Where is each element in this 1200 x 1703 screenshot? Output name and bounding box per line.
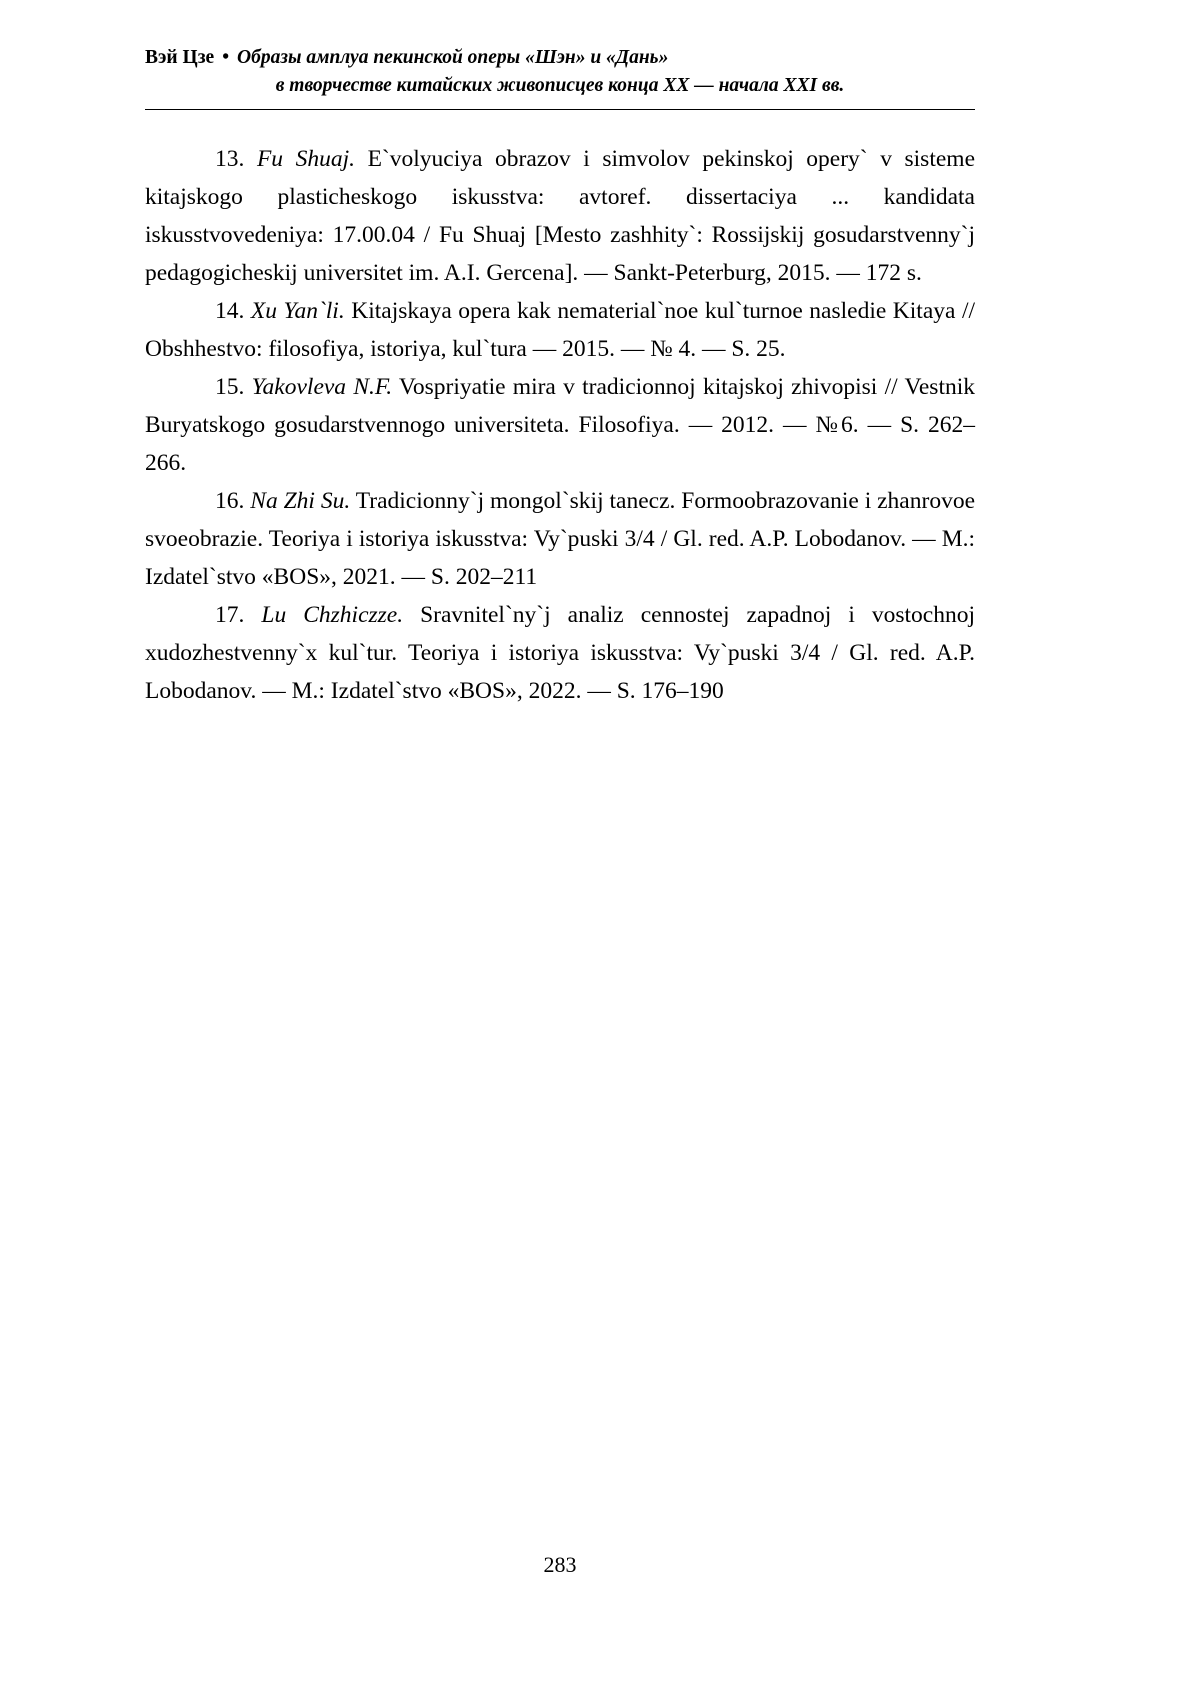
reference-text: Sravnitel`ny`j analiz cennostej zapadnoj i vostochnoj xudozhestvenny`x kul`tur. Teoriya i istoriya iskusstva: Vy`puski 3/4 / Gl. red. A.P. Lobodanov. — M.: Izdatel`stvo «BOS», 2022. — S. 176–190 [145, 602, 975, 705]
reference-text: Tradicionny`j mongol`skij tanecz. Formoobrazovanie i zhanrovoe svoeobrazie. Teoriya i istoriya iskusstva: Vy`puski 3/4 / Gl. red. A.P. Lobodanov. — M.: Izdatel`stvo «BOS», 2021. — S. 202–211 [145, 488, 975, 591]
header-separator-dot: • [222, 47, 230, 68]
reference-author: Lu Chzhiczze. [261, 602, 404, 629]
header-rule [145, 109, 975, 110]
header-title-line2: в творчестве китайских живописцев конца XX — начала XXI вв. [275, 75, 845, 97]
reference-number: 16. [215, 488, 245, 515]
reference-author: Xu Yan`li. [250, 297, 345, 324]
reference-number: 14. [215, 297, 245, 324]
reference-number: 17. [215, 602, 245, 629]
reference-author: Fu Shuaj. [256, 145, 356, 172]
reference-author: Na Zhi Su. [250, 488, 351, 515]
reference-number: 13. [215, 145, 245, 172]
header-title-line1: Образы амплуа пекинской оперы «Шэн» и «Дань» [237, 47, 669, 68]
reference-item [145, 368, 975, 482]
reference-item [145, 140, 975, 292]
page-number: 283 [543, 1552, 577, 1577]
reference-item [145, 292, 975, 368]
reference-author: Yakovleva N.F. [251, 373, 393, 400]
reference-number: 15. [215, 373, 245, 400]
references-list [145, 140, 975, 711]
running-header [145, 44, 975, 110]
reference-text: E`volyuciya obrazov i simvolov pekinskoj opery` v sisteme kitajskogo plasticheskogo iskusstva: avtoref. dissertaciya ... kandidata iskusstvovedeniya: 17.00.04 / Fu Shuaj [Mesto zashhity`: Rossijskij gosudarstvenny`j pedagogicheskij universitet im. A.I. Gercena]. — Sankt-Peterburg, 2015. — 172 s. [145, 145, 975, 286]
reference-item [145, 596, 975, 710]
reference-item [145, 482, 975, 596]
reference-text: Vospriyatie mira v tradicionnoj kitajskoj zhivopisi // Vestnik Buryatskogo gosudarstvennogo universiteta. Filosofiya. — 2012. — №6. — S. 262–266. [145, 373, 975, 477]
reference-text: Kitajskaya opera kak nematerial`noe kul`turnoe nasledie Kitaya // Obshhestvo: filosofiya, istoriya, kul`tura — 2015. — № 4. — S. 25. [145, 297, 976, 362]
running-header-line1 [145, 44, 975, 72]
header-author: Вэй Цзе [145, 47, 215, 68]
page-content [145, 44, 975, 710]
